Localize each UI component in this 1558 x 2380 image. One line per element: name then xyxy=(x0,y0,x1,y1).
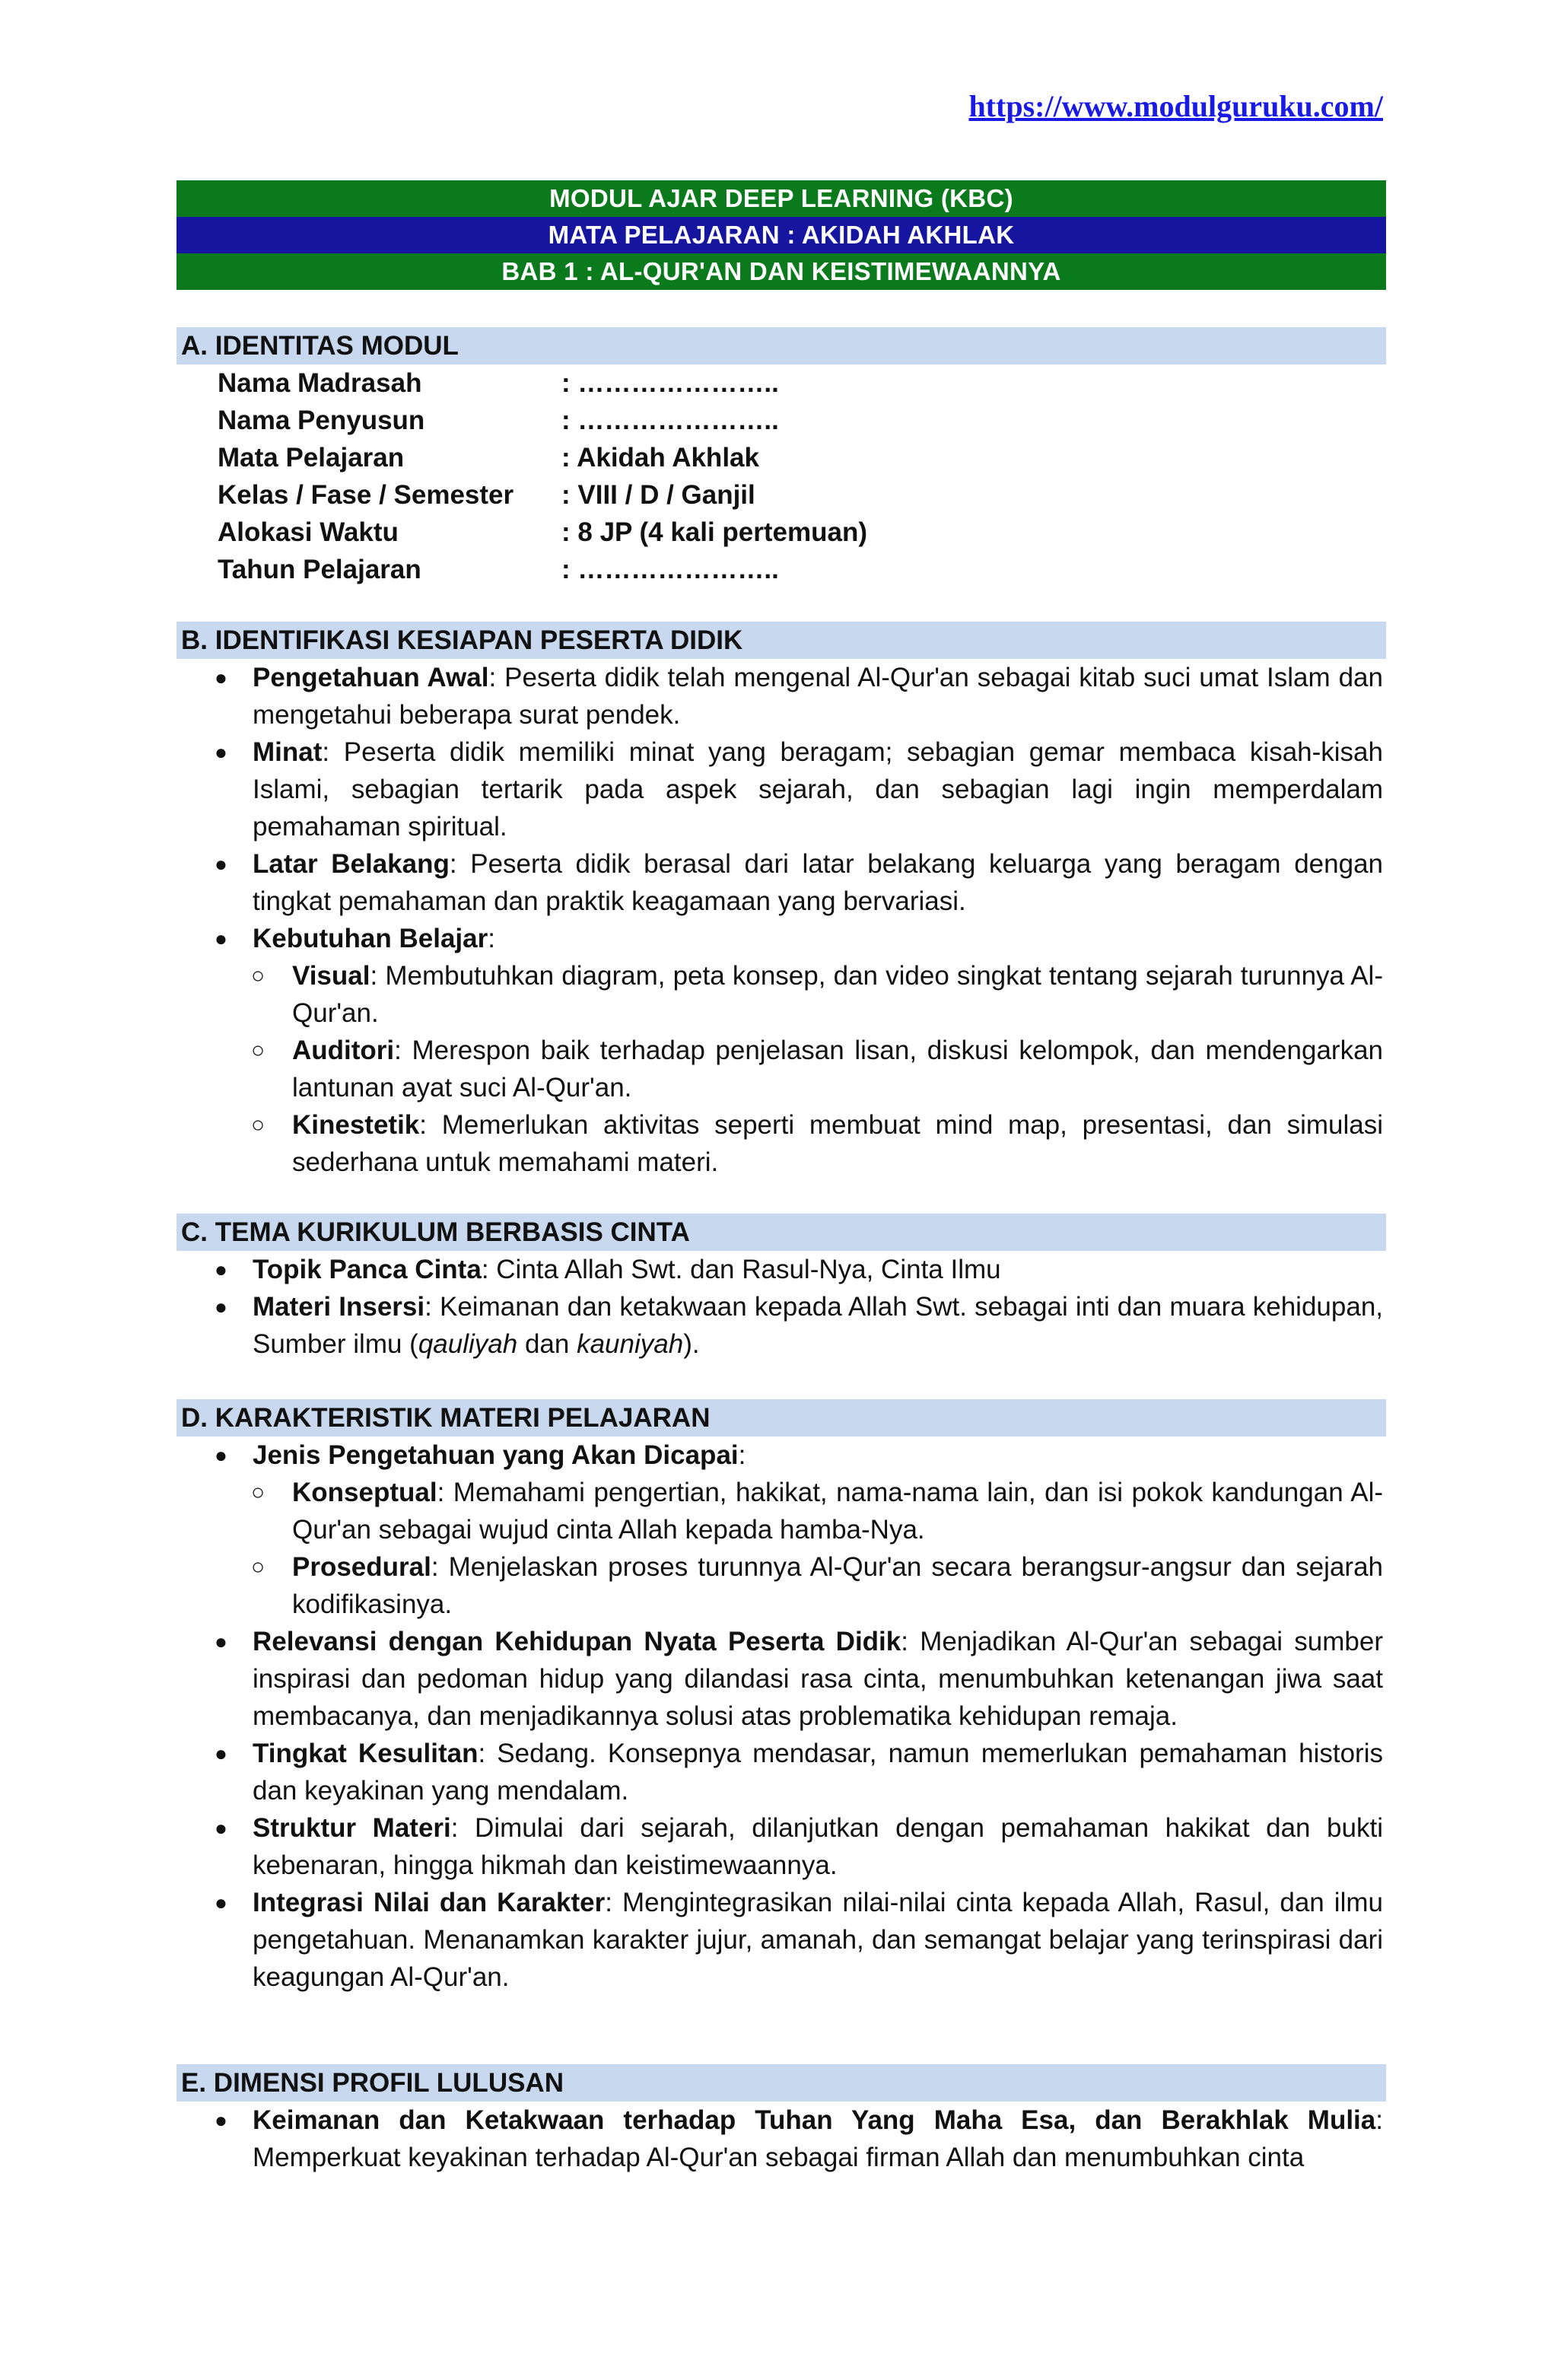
section-a-title: A. IDENTITAS MODUL xyxy=(176,327,1386,364)
bullet-term: Pengetahuan Awal xyxy=(253,663,489,692)
section-dimensi-profil-lulusan xyxy=(176,2064,1386,2176)
italic-term: kauniyah xyxy=(577,1329,684,1359)
sub-bullet-item xyxy=(176,1474,1386,1548)
sub-bullet-term: Auditori xyxy=(292,1036,395,1065)
bullet-item xyxy=(176,920,1386,957)
ident-label: Nama Penyusun xyxy=(218,405,425,435)
section-b-title: B. IDENTIFIKASI KESIAPAN PESERTA DIDIK xyxy=(176,622,1386,659)
ident-row xyxy=(176,514,1386,551)
sub-bullet-term: Konseptual xyxy=(292,1478,437,1507)
banner-module-title xyxy=(176,180,1386,217)
sub-bullet-term: Kinestetik xyxy=(292,1110,420,1140)
sub-bullet-item xyxy=(176,1106,1386,1181)
ident-row xyxy=(176,439,1386,476)
ident-value: : 8 JP (4 kali pertemuan) xyxy=(561,517,868,547)
sub-bullet-item xyxy=(176,1032,1386,1106)
bullet-text: : Mengintegrasikan nilai-nilai cinta kepada Allah, Rasul, dan ilmu pengetahuan. Menanamkan karakter jujur, amanah, dan semangat belajar yang terinspirasi dari keagungan Al-Qur'an. xyxy=(253,1888,1383,1992)
ident-value: : ………………….. xyxy=(561,554,779,584)
bullet-item xyxy=(176,2102,1386,2176)
bullet-text: : Peserta didik telah mengenal Al-Qur'an sebagai kitab suci umat Islam dan mengetahui beberapa surat pendek. xyxy=(253,663,1383,730)
section-identitas-modul xyxy=(176,327,1386,588)
bullet-term: Topik Panca Cinta xyxy=(253,1255,482,1284)
section-d-title: D. KARAKTERISTIK MATERI PELAJARAN xyxy=(176,1399,1386,1437)
bullet-term: Minat xyxy=(253,737,323,767)
bullet-term: Relevansi dengan Kehidupan Nyata Peserta Didik xyxy=(253,1627,901,1656)
sub-bullet-text: : Menjelaskan proses turunnya Al-Qur'an secara berangsur-angsur dan sejarah kodifikasinya. xyxy=(292,1552,1383,1619)
bullet-item xyxy=(176,659,1386,733)
bullet-text: : xyxy=(488,924,495,953)
bullet-text: : Keimanan dan ketakwaan kepada Allah Swt. sebagai inti dan muara kehidupan, Sumber ilmu ( xyxy=(253,1292,1384,1359)
section-e-title: E. DIMENSI PROFIL LULUSAN xyxy=(176,2064,1386,2102)
ident-value: : ………………….. xyxy=(561,368,779,398)
bullet-item xyxy=(176,1735,1386,1809)
bullet-text: : Sedang. Konsepnya mendasar, namun memerlukan pemahaman historis dan keyakinan yang mendalam. xyxy=(253,1739,1383,1806)
bullet-text: : Peserta didik berasal dari latar belakang keluarga yang beragam dengan tingkat pemahaman dan praktik keagamaan yang bervariasi. xyxy=(253,849,1383,916)
sub-bullet-text: : Merespon baik terhadap penjelasan lisan, diskusi kelompok, dan mendengarkan lantunan ayat suci Al-Qur'an. xyxy=(292,1036,1383,1102)
banner-module-title-text: MODUL AJAR DEEP LEARNING (KBC) xyxy=(549,184,1013,212)
bullet-term: Jenis Pengetahuan yang Akan Dicapai xyxy=(253,1440,739,1470)
bullet-item xyxy=(176,1623,1386,1735)
ident-label: Nama Madrasah xyxy=(218,368,422,398)
sub-bullet-text: : Memerlukan aktivitas seperti membuat mind map, presentasi, dan simulasi sederhana untuk memahami materi. xyxy=(292,1110,1383,1177)
bullet-item xyxy=(176,1884,1386,1996)
section-tema-kurikulum xyxy=(176,1214,1386,1363)
ident-row xyxy=(176,551,1386,588)
ident-value: : Akidah Akhlak xyxy=(561,442,759,473)
sub-bullet-item xyxy=(176,1548,1386,1623)
bullet-text: : Dimulai dari sejarah, dilanjutkan dengan pemahaman hakikat dan bukti kebenaran, hingga hikmah dan keistimewaannya. xyxy=(253,1813,1383,1880)
sub-bullet-text: : Membutuhkan diagram, peta konsep, dan video singkat tentang sejarah turunnya Al-Qur'an. xyxy=(292,961,1383,1028)
bullet-term: Latar Belakang xyxy=(253,849,450,879)
banner-chapter-text: BAB 1 : AL-QUR'AN DAN KEISTIMEWAANNYA xyxy=(501,257,1061,285)
bullet-term: Tingkat Kesulitan xyxy=(253,1739,479,1768)
website-link[interactable]: https://www.modulguruku.com/ xyxy=(968,89,1383,123)
bullet-term: Keimanan dan Ketakwaan terhadap Tuhan Yang Maha Esa, dan Berakhlak Mulia xyxy=(253,2105,1376,2135)
section-c-title: C. TEMA KURIKULUM BERBASIS CINTA xyxy=(176,1214,1386,1251)
ident-row xyxy=(176,402,1386,439)
ident-label: Tahun Pelajaran xyxy=(218,554,421,584)
bullet-text: : xyxy=(738,1440,746,1470)
bullet-item xyxy=(176,845,1386,920)
banner-subject xyxy=(176,217,1386,253)
ident-label: Mata Pelajaran xyxy=(218,442,405,473)
bullet-text: : Memperkuat keyakinan terhadap Al-Qur'an sebagai firman Allah dan menumbuhkan cinta xyxy=(253,2105,1383,2172)
bullet-item xyxy=(176,1251,1386,1288)
bullet-text: ). xyxy=(683,1329,700,1359)
section-karakteristik-materi xyxy=(176,1399,1386,1996)
bullet-item xyxy=(176,1288,1386,1363)
bullet-item xyxy=(176,1437,1386,1474)
bullet-text: dan xyxy=(517,1329,577,1359)
bullet-item xyxy=(176,1809,1386,1884)
bullet-text: : Menjadikan Al-Qur'an sebagai sumber inspirasi dan pedoman hidup yang dilandasi rasa cinta, menumbuhkan ketenangan jiwa saat membacanya, dan menjadikannya solusi atas problematika kehidupan remaja. xyxy=(253,1627,1383,1731)
bullet-term: Materi Insersi xyxy=(253,1292,425,1322)
italic-term: qauliyah xyxy=(418,1329,518,1359)
ident-label: Kelas / Fase / Semester xyxy=(218,479,514,510)
ident-row xyxy=(176,476,1386,514)
bullet-term: Integrasi Nilai dan Karakter xyxy=(253,1888,606,1917)
sub-bullet-text: : Memahami pengertian, hakikat, nama-nama lain, dan isi pokok kandungan Al-Qur'an sebagai wujud cinta Allah kepada hamba-Nya. xyxy=(292,1478,1383,1545)
bullet-item xyxy=(176,733,1386,845)
ident-value: : VIII / D / Ganjil xyxy=(561,479,755,510)
ident-value: : ………………….. xyxy=(561,405,779,435)
ident-label: Alokasi Waktu xyxy=(218,517,399,547)
sub-bullet-term: Visual xyxy=(292,961,370,991)
ident-row xyxy=(176,364,1386,402)
bullet-text: : Cinta Allah Swt. dan Rasul-Nya, Cinta Ilmu xyxy=(481,1255,1001,1284)
banner-subject-text: MATA PELAJARAN : AKIDAH AKHLAK xyxy=(548,221,1015,249)
banner-chapter xyxy=(176,253,1386,290)
sub-bullet-item xyxy=(176,957,1386,1032)
sub-bullet-term: Prosedural xyxy=(292,1552,431,1582)
section-kesiapan-peserta-didik xyxy=(176,622,1386,1181)
bullet-text: : Peserta didik memiliki minat yang beragam; sebagian gemar membaca kisah-kisah Islami, sebagian tertarik pada aspek sejarah, dan sebagian lagi ingin memperdalam pemahaman spiritual. xyxy=(253,737,1383,842)
bullet-term: Kebutuhan Belajar xyxy=(253,924,488,953)
bullet-term: Struktur Materi xyxy=(253,1813,451,1843)
